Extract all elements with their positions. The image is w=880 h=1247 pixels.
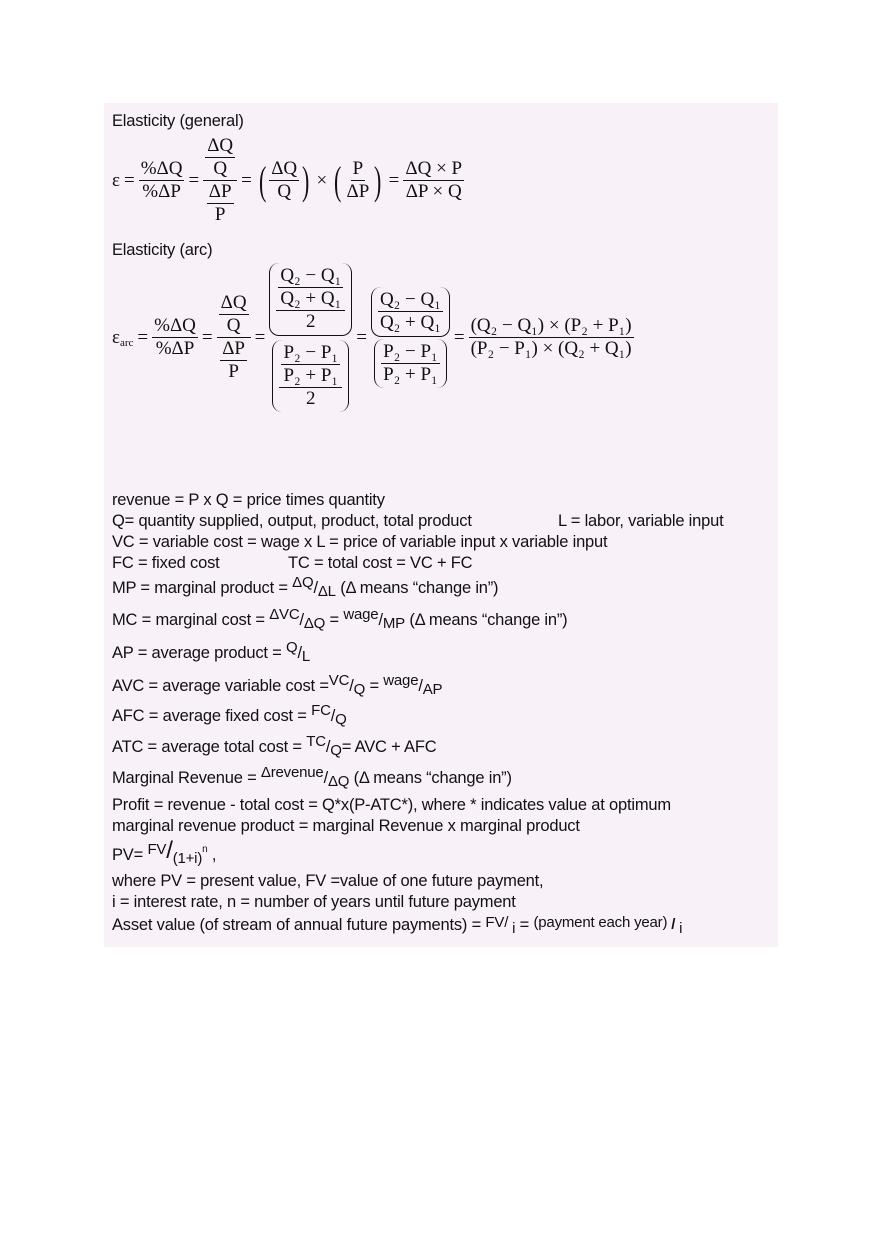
atc-numerator: TC xyxy=(306,733,326,750)
dq-q-fraction xyxy=(269,158,299,203)
dp-times-q: ΔP × Q xyxy=(405,181,462,202)
p2-plus-p1: P₂ + P₁ xyxy=(383,364,438,385)
slash: / xyxy=(504,914,513,931)
q-ratio xyxy=(378,289,443,334)
epsilon-symbol: ε xyxy=(112,326,120,348)
pct-fraction xyxy=(139,158,185,203)
afc-prefix: AFC = average fixed cost = xyxy=(112,707,312,725)
asset-denominator: i xyxy=(512,920,516,937)
q-ratio xyxy=(278,265,343,310)
ap-denominator: L xyxy=(301,648,310,665)
right-paren: ) xyxy=(374,157,382,203)
asset-equals: = xyxy=(515,916,534,934)
slash: / xyxy=(325,738,331,756)
pv-prefix: PV= xyxy=(112,846,148,864)
fc-definition: FC = fixed cost xyxy=(112,554,220,572)
compound-fraction xyxy=(217,292,251,383)
avc-prefix: AVC = average variable cost = xyxy=(112,677,329,695)
p-change-over-p-mid xyxy=(279,342,342,410)
slash: / xyxy=(378,611,383,629)
p-ratio xyxy=(281,342,340,387)
p2-plus-p1: P₂ + P₁ xyxy=(283,365,339,386)
p2-minus-p1: P₂ − P₁ xyxy=(383,341,438,362)
compound-denominator xyxy=(205,181,236,226)
mp-denominator: ΔL xyxy=(317,583,336,600)
pct-dp: %ΔP xyxy=(142,181,181,202)
arc-elasticity-formula xyxy=(112,263,634,412)
final-arc-numerator: (Q₂ − Q₁) × (P₂ + P₁) xyxy=(470,315,632,336)
pct-dq: %ΔQ xyxy=(140,158,183,179)
mp-numerator: ΔQ xyxy=(292,574,314,591)
mc-denominator: ΔQ xyxy=(303,615,326,632)
q: Q xyxy=(226,315,241,336)
q2-minus-q1: Q₂ − Q₁ xyxy=(379,289,441,310)
mr-prefix: Marginal Revenue = xyxy=(112,769,261,787)
slash: / xyxy=(166,837,173,864)
dq: ΔQ xyxy=(220,292,247,313)
times-sign: × xyxy=(316,169,328,191)
formula-sheet xyxy=(104,103,778,947)
q2-plus-q1: Q₂ + Q₁ xyxy=(379,312,441,333)
p: P xyxy=(214,204,226,225)
equals-sign: = xyxy=(188,169,200,191)
two: 2 xyxy=(306,388,316,409)
avc-denominator: Q xyxy=(353,681,366,698)
slash: / xyxy=(418,677,423,695)
p-dp-fraction xyxy=(345,158,372,203)
p2-minus-p1: P₂ − P₁ xyxy=(283,342,339,363)
dq: ΔQ xyxy=(207,135,234,156)
mc-suffix: (Δ means “change in”) xyxy=(404,611,568,629)
mr-definition xyxy=(112,764,512,790)
revenue-definition: revenue = P x Q = price times quantity xyxy=(112,491,385,509)
left-paren: ( xyxy=(334,157,342,203)
q-definition: Q= quantity supplied, output, product, total product xyxy=(112,512,472,530)
simplified-fraction xyxy=(371,287,450,388)
mp-prefix: MP = marginal product = xyxy=(112,579,293,597)
dq-over-q xyxy=(205,135,235,180)
mc-definition xyxy=(112,606,568,632)
l-definition: L = labor, variable input xyxy=(558,512,724,530)
simplified-denominator xyxy=(374,339,447,388)
final-fraction xyxy=(403,158,464,203)
arc-subscript: arc xyxy=(119,336,134,349)
dp-over-p xyxy=(220,338,247,383)
mp-suffix: (Δ means “change in”) xyxy=(335,579,499,597)
p-ratio xyxy=(381,341,440,386)
profit-definition: Profit = revenue - total cost = Q*x(P-ATC*), where * indicates value at optimum xyxy=(112,796,671,814)
atc-denominator: Q xyxy=(330,742,342,759)
mc-equals: = xyxy=(325,611,344,629)
midpoint-fraction xyxy=(269,263,352,412)
q2-plus-q1: Q₂ + Q₁ xyxy=(280,288,342,309)
slash: / xyxy=(313,579,318,597)
dp-over-p xyxy=(207,181,234,226)
slash: / xyxy=(323,769,328,787)
right-paren: ) xyxy=(302,157,310,203)
equals-sign: = xyxy=(453,326,465,348)
equals-sign: = xyxy=(356,326,367,348)
mc-wage: wage xyxy=(343,606,379,623)
asset-value-formula xyxy=(112,915,682,936)
pv-denominator: (1+i) xyxy=(172,850,203,867)
avc-ap: AP xyxy=(422,681,443,698)
mrp-definition: marginal revenue product = marginal Revenue x marginal product xyxy=(112,817,580,835)
general-elasticity-formula xyxy=(112,135,464,226)
dq: ΔQ xyxy=(271,158,298,179)
pv-numerator: FV xyxy=(147,841,167,858)
q-change-over-q-mid xyxy=(276,265,345,333)
asset-i: i xyxy=(675,920,683,937)
section-title-arc: Elasticity (arc) xyxy=(112,241,213,259)
dp: ΔP xyxy=(222,338,246,359)
final-arc-denominator: (P₂ − P₁) × (Q₂ + Q₁) xyxy=(470,338,632,359)
midpoint-denominator xyxy=(272,340,349,412)
final-arc-fraction xyxy=(469,315,634,360)
ap-definition xyxy=(112,639,310,665)
p: P xyxy=(228,361,239,382)
tc-definition: TC = total cost = VC + FC xyxy=(288,554,473,572)
equals-sign: = xyxy=(388,169,400,191)
avc-definition xyxy=(112,672,443,698)
afc-denominator: Q xyxy=(335,711,347,728)
pv-suffix: , xyxy=(207,846,217,864)
two: 2 xyxy=(306,311,316,332)
compound-denominator xyxy=(218,338,249,383)
asset-slash: / xyxy=(671,916,676,933)
left-paren: ( xyxy=(258,157,267,203)
equals-sign: = xyxy=(254,326,266,348)
midpoint-numerator xyxy=(269,263,352,336)
pv-exponent: n xyxy=(202,844,208,855)
slash: / xyxy=(299,611,304,629)
mc-numerator: ΔVC xyxy=(269,606,300,623)
pct-dq: %ΔQ xyxy=(154,315,196,336)
q: Q xyxy=(277,181,292,202)
p: P xyxy=(352,158,364,179)
mp-definition xyxy=(112,574,499,600)
compound-numerator xyxy=(203,135,237,181)
slash: / xyxy=(297,644,302,662)
asset-prefix: Asset value (of stream of annual future payments) = xyxy=(112,916,486,934)
equals-sign: = xyxy=(201,326,213,348)
compound-numerator xyxy=(217,292,251,338)
equals-sign: = xyxy=(241,169,252,191)
ap-numerator: Q xyxy=(285,639,298,656)
atc-suffix: = AVC + AFC xyxy=(341,738,437,756)
mc-prefix: MC = marginal cost = xyxy=(112,611,270,629)
mc-mp: MP xyxy=(382,615,405,632)
asset-numerator: FV xyxy=(485,914,505,931)
slash: / xyxy=(349,677,354,695)
equals-sign: = xyxy=(137,326,149,348)
atc-prefix: ATC = average total cost = xyxy=(112,738,307,756)
section-title-general: Elasticity (general) xyxy=(112,112,244,130)
pv-formula xyxy=(112,837,217,868)
q-change xyxy=(276,265,345,311)
afc-numerator: FC xyxy=(311,702,331,719)
q: Q xyxy=(213,158,228,179)
simplified-numerator xyxy=(371,287,450,337)
equals-sign: = xyxy=(123,169,135,191)
q2-minus-q1: Q₂ − Q₁ xyxy=(280,265,342,286)
pct-fraction xyxy=(152,315,198,360)
dp: ΔP xyxy=(346,181,370,202)
vc-definition: VC = variable cost = wage x L = price of variable input x variable input xyxy=(112,533,608,551)
slash: / xyxy=(330,707,336,725)
pv-explanation: where PV = present value, FV =value of one future payment, xyxy=(112,872,544,890)
dq-over-q xyxy=(219,292,249,337)
ap-prefix: AP = average product = xyxy=(112,644,286,662)
dp: ΔP xyxy=(208,181,232,202)
avc-equals: = xyxy=(365,677,384,695)
asset-payment: (payment each year) xyxy=(533,914,672,931)
mr-numerator: Δrevenue xyxy=(260,764,324,781)
dq-times-p: ΔQ × P xyxy=(405,158,463,179)
pct-dp: %ΔP xyxy=(155,338,195,359)
mr-suffix: (Δ means “change in”) xyxy=(349,769,512,787)
compound-fraction xyxy=(203,135,237,226)
epsilon-symbol: ε xyxy=(112,169,120,191)
mr-denominator: ΔQ xyxy=(327,773,350,790)
avc-wage: wage xyxy=(383,672,419,689)
interest-explanation: i = interest rate, n = number of years until future payment xyxy=(112,893,516,911)
atc-definition xyxy=(112,733,437,759)
avc-numerator: VC xyxy=(328,672,350,689)
p-change xyxy=(279,342,342,388)
afc-definition xyxy=(112,702,347,728)
epsilon-arc xyxy=(112,327,133,349)
